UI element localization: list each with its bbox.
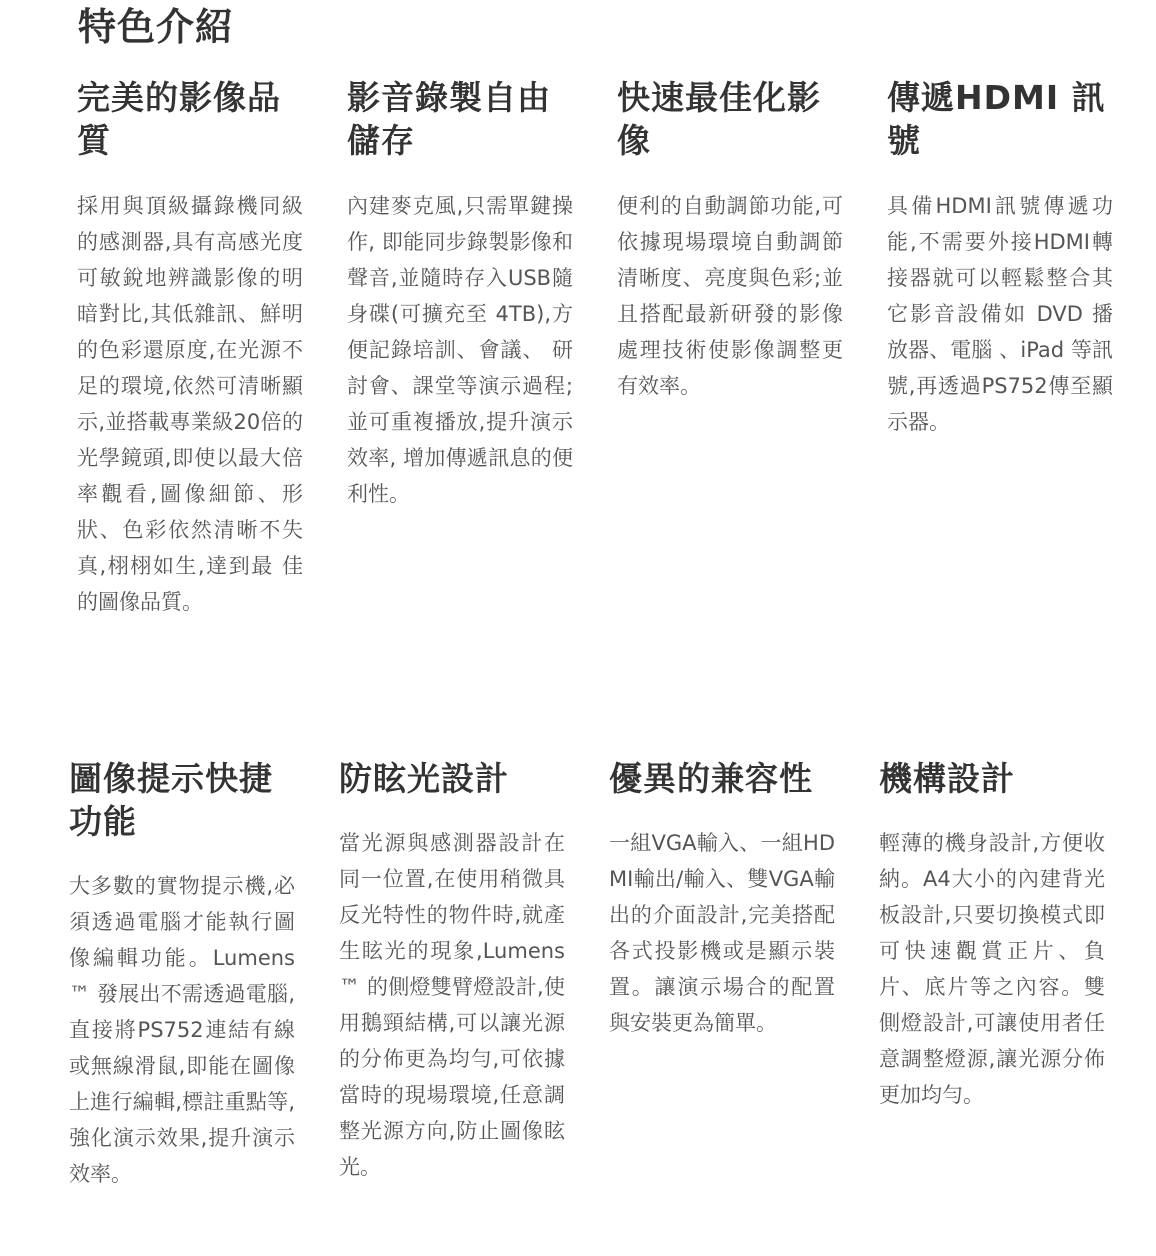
feature-title: 傳遞HDMI 訊號 bbox=[887, 78, 1106, 160]
feature-title: 圖像提示快捷功能 bbox=[69, 759, 273, 841]
feature-description: 便利的自動調節功能,可依據現場環境自動調節清晰度、亮度與色彩;並且搭配最新研發的影像處理技術使影像調整更有效率。 bbox=[617, 194, 843, 398]
feature-description: 一組VGA輸入、一組HDMI輸出/輸入、雙VGA輸出的介面設計,完美搭配各式投影機或是顯示裝置。讓演示場合的配置與安裝更為簡單。 bbox=[609, 831, 835, 1035]
feature-title: 機構設計 bbox=[879, 759, 1015, 798]
feature-description: 當光源與感測器設計在同一位置,在使用稍微具反光特性的物件時,就產生眩光的現象,Lumens™ 的側燈雙臂燈設計,使用鵝頸結構,可以讓光源的分佈更為均勻,可依據當時的現場環境,任意調整光源方向,防止圖像眩光。 bbox=[339, 831, 565, 1179]
feature-title: 優異的兼容性 bbox=[609, 759, 813, 798]
feature-title: 快速最佳化影像 bbox=[617, 78, 821, 160]
feature-av-recording bbox=[347, 76, 573, 512]
feature-description: 具備HDMI訊號傳遞功能,不需要外接HDMI轉接器就可以輕鬆整合其它影音設備如 DVD 播放器、電腦 、iPad 等訊號,再透過PS752傳至顯示器。 bbox=[887, 194, 1113, 434]
feature-anti-glare bbox=[339, 757, 565, 1185]
page-title: 特色介紹 bbox=[78, 5, 235, 49]
feature-title: 防眩光設計 bbox=[339, 759, 509, 798]
feature-compatibility bbox=[609, 757, 835, 1041]
feature-title: 影音錄製自由儲存 bbox=[347, 78, 551, 160]
feature-image-quality bbox=[77, 76, 303, 620]
feature-description: 內建麥克風,只需單鍵操作, 即能同步錄製影像和聲音,並隨時存入USB隨身碟(可擴充至 4TB),方便記錄培訓、會議、 研討會、課堂等演示過程;並可重複播放,提升演示效率, 增加傳遞訊息的便利性。 bbox=[347, 194, 573, 506]
feature-description: 採用與頂級攝錄機同級的感測器,具有高感光度可敏銳地辨識影像的明暗對比,其低雜訊、鮮明的色彩還原度,在光源不足的環境,依然可清晰顯示,並搭載專業級20倍的光學鏡頭,即使以最大倍率觀看,圖像細節、形狀、色彩依然清晰不失真,栩栩如生,達到最 佳的圖像品質。 bbox=[77, 194, 303, 614]
feature-auto-optimize bbox=[617, 76, 843, 404]
feature-title: 完美的影像品質 bbox=[77, 78, 281, 160]
feature-annotation bbox=[69, 757, 295, 1192]
feature-mechanical-design bbox=[879, 757, 1105, 1113]
feature-hdmi-passthrough bbox=[887, 76, 1113, 440]
feature-description: 輕薄的機身設計,方便收納。A4大小的內建背光板設計,只要切換模式即可快速觀賞正片、負片、底片等之內容。雙側燈設計,可讓使用者任意調整燈源,讓光源分佈更加均勻。 bbox=[879, 831, 1105, 1107]
feature-description: 大多數的實物提示機,必須透過電腦才能執行圖像編輯功能。Lumens™ 發展出不需透過電腦,直接將PS752連結有線或無線滑鼠,即能在圖像上進行編輯,標註重點等,強化演示效果,提升演示效率。 bbox=[69, 874, 295, 1186]
